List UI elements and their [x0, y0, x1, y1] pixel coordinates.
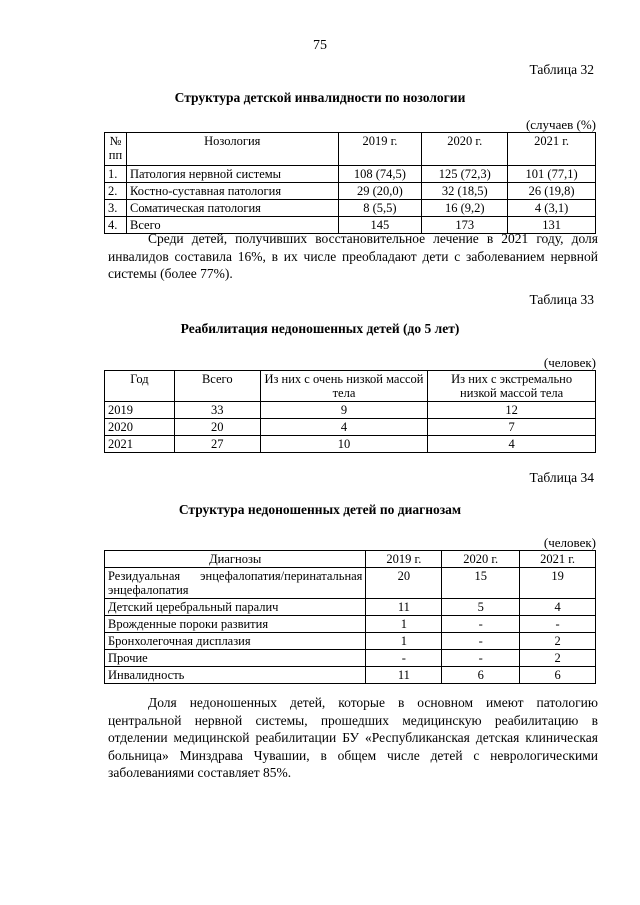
row-nosology: Всего	[126, 217, 338, 234]
page-number: 75	[313, 38, 327, 53]
table-34-header-2021: 2021 г.	[520, 551, 596, 568]
table-32-units: (случаев (%)	[525, 117, 596, 132]
row-total: 27	[174, 436, 260, 453]
table-34-header-diagnoses: Диагнозы	[105, 551, 366, 568]
row-2021: 4 (3,1)	[508, 200, 596, 217]
row-2019: 108 (74,5)	[338, 166, 422, 183]
paragraph-1: Среди детей, получивших восстановительное лечение в 2021 году, доля инвалидов составила 16%, в их числе преобладают дети с заболеванием нервной системы (более 77%).	[108, 231, 598, 281]
table-32-header-nosology: Нозология	[126, 133, 338, 166]
row-2019: 29 (20,0)	[338, 183, 422, 200]
row-2020: 16 (9,2)	[422, 200, 508, 217]
row-diagnosis: Резидуальная энцефалопатия/перинатальная энцефалопатия	[105, 568, 366, 599]
table-34	[104, 550, 596, 684]
row-total: 20	[174, 419, 260, 436]
table-32	[104, 132, 596, 234]
row-extreme-low: 7	[428, 419, 596, 436]
table-33-units: (человек)	[543, 355, 596, 370]
row-nosology: Соматическая патология	[126, 200, 338, 217]
row-2020: 15	[442, 568, 520, 599]
table-33-header-total: Всего	[174, 371, 260, 402]
table-33-header-row	[105, 371, 596, 402]
row-2019: 20	[366, 568, 442, 599]
row-2019: 11	[366, 667, 442, 684]
row-2021: 2	[520, 633, 596, 650]
row-2019: -	[366, 650, 442, 667]
table-row	[105, 183, 596, 200]
table-32-label: Таблица 32	[529, 62, 594, 77]
row-extreme-low: 12	[428, 402, 596, 419]
table-33-title: Реабилитация недоношенных детей (до 5 лет)	[180, 321, 460, 336]
row-2020: 5	[442, 599, 520, 616]
row-2021: 101 (77,1)	[508, 166, 596, 183]
row-extreme-low: 4	[428, 436, 596, 453]
table-34-units: (человек)	[543, 535, 596, 550]
table-row	[105, 667, 596, 684]
row-diagnosis: Врожденные пороки развития	[105, 616, 366, 633]
row-very-low: 4	[260, 419, 428, 436]
row-2020: -	[442, 633, 520, 650]
table-row	[105, 200, 596, 217]
table-row	[105, 436, 596, 453]
table-row	[105, 650, 596, 667]
table-row	[105, 419, 596, 436]
row-year: 2021	[105, 436, 175, 453]
table-34-header-2019: 2019 г.	[366, 551, 442, 568]
row-2021: 2	[520, 650, 596, 667]
row-2021: 19	[520, 568, 596, 599]
row-2020: 173	[422, 217, 508, 234]
row-year: 2019	[105, 402, 175, 419]
row-2019: 11	[366, 599, 442, 616]
table-row	[105, 166, 596, 183]
table-33	[104, 370, 596, 453]
row-2019: 8 (5,5)	[338, 200, 422, 217]
row-year: 2020	[105, 419, 175, 436]
paragraph-2: Доля недоношенных детей, которые в основном имеют патологию центральной нервной системы, прошедших медицинскую реабилитацию в отделении медицинской реабилитации БУ «Республиканская детская клиническая больница» Минздрава Чувашии, в общем числе детей с неврологическими заболеваниями составляет 85%.	[108, 695, 598, 780]
table-32-header-num: № пп	[105, 133, 127, 166]
row-2021: 131	[508, 217, 596, 234]
row-2021: 4	[520, 599, 596, 616]
row-2020: -	[442, 650, 520, 667]
row-2020: 32 (18,5)	[422, 183, 508, 200]
table-row	[105, 568, 596, 599]
table-34-label: Таблица 34	[529, 470, 594, 485]
row-num: 4.	[105, 217, 127, 234]
row-2021: 26 (19,8)	[508, 183, 596, 200]
row-2020: 125 (72,3)	[422, 166, 508, 183]
row-very-low: 9	[260, 402, 428, 419]
row-diagnosis: Прочие	[105, 650, 366, 667]
row-2021: -	[520, 616, 596, 633]
table-32-header-2020: 2020 г.	[422, 133, 508, 166]
row-very-low: 10	[260, 436, 428, 453]
table-33-header-extreme-low: Из них с экстремально низкой массой тела	[428, 371, 596, 402]
row-nosology: Костно-суставная патология	[126, 183, 338, 200]
row-2019: 1	[366, 633, 442, 650]
table-row	[105, 599, 596, 616]
row-nosology: Патология нервной системы	[126, 166, 338, 183]
table-33-header-year: Год	[105, 371, 175, 402]
table-32-header-row	[105, 133, 596, 166]
row-2021: 6	[520, 667, 596, 684]
row-diagnosis: Детский церебральный паралич	[105, 599, 366, 616]
row-total: 33	[174, 402, 260, 419]
row-diagnosis: Бронхолегочная дисплазия	[105, 633, 366, 650]
row-diagnosis: Инвалидность	[105, 667, 366, 684]
table-row	[105, 616, 596, 633]
table-34-header-2020: 2020 г.	[442, 551, 520, 568]
table-row	[105, 633, 596, 650]
table-34-header-row	[105, 551, 596, 568]
row-2019: 145	[338, 217, 422, 234]
table-row	[105, 402, 596, 419]
table-32-header-2019: 2019 г.	[338, 133, 422, 166]
table-34-title: Структура недоношенных детей по диагнозам	[178, 502, 462, 517]
table-33-header-very-low: Из них с очень низкой массой тела	[260, 371, 428, 402]
table-33-label: Таблица 33	[529, 292, 594, 307]
row-2020: -	[442, 616, 520, 633]
table-32-title: Структура детской инвалидности по нозологии	[174, 90, 466, 105]
row-num: 1.	[105, 166, 127, 183]
row-2019: 1	[366, 616, 442, 633]
row-2020: 6	[442, 667, 520, 684]
table-32-header-2021: 2021 г.	[508, 133, 596, 166]
row-num: 2.	[105, 183, 127, 200]
row-num: 3.	[105, 200, 127, 217]
